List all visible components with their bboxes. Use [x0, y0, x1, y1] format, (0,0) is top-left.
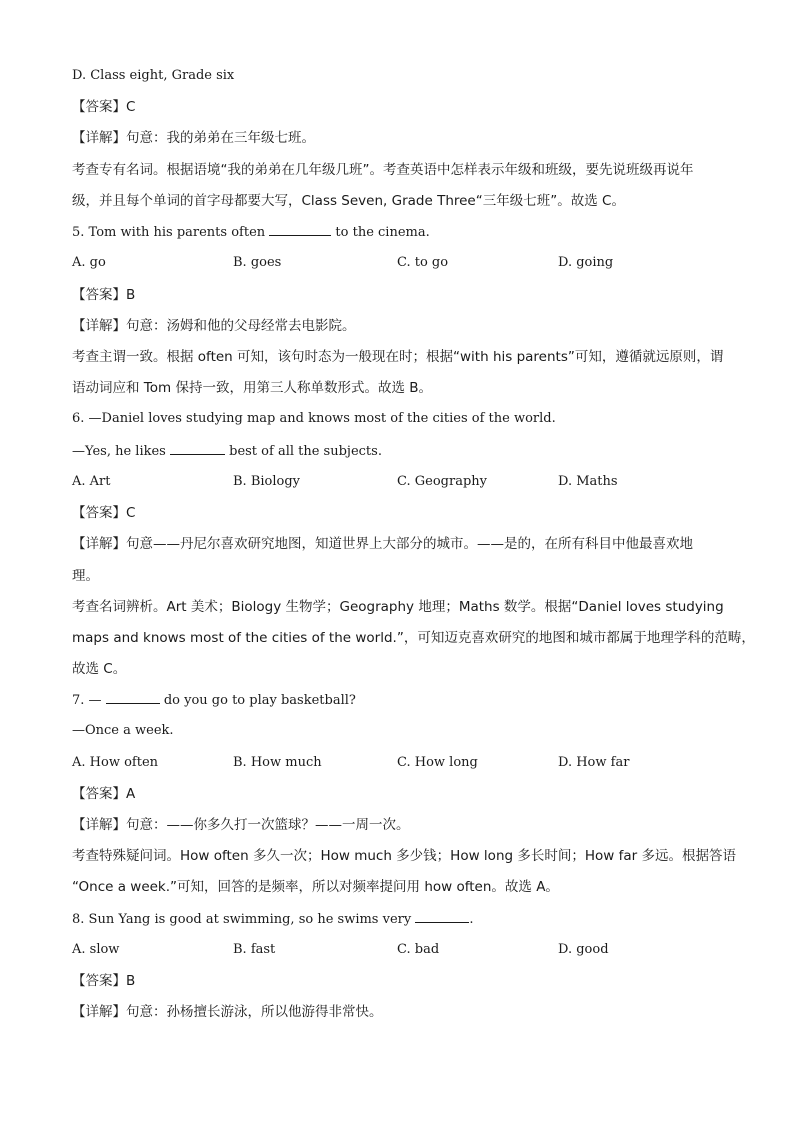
- q7-option-c: C. How long: [397, 755, 478, 770]
- q7-explanation-2: 考查特殊疑问词。How often 多久一次；How much 多少钱；How long 多长时间；How far 多远。根据答语: [72, 848, 736, 864]
- q7-stem-1: [72, 691, 724, 710]
- q8-option-b: B. fast: [233, 942, 276, 957]
- q5-option-d: D. going: [558, 255, 614, 270]
- q8-stem-start: 8. Sun Yang is good at swimming, so he swims very: [72, 912, 412, 927]
- q5-stem-start: 5. Tom with his parents often: [72, 225, 266, 240]
- q6-option-d: D. Maths: [558, 474, 618, 489]
- q8-option-c: C. bad: [397, 942, 440, 957]
- q6-option-b: B. Biology: [233, 474, 301, 489]
- q5-stem: [72, 223, 724, 242]
- q5-answer: 【答案】B: [72, 287, 136, 303]
- q6-answer: 【答案】C: [72, 505, 136, 521]
- q5-option-a: A. go: [72, 255, 106, 270]
- q6-explanation-2: 理。: [72, 568, 99, 584]
- q5-explanation-2: 考查主谓一致。根据 often 可知，该句时态为一般现在时；根据“with his parents”可知，遵循就远原则，谓: [72, 349, 724, 365]
- q5-stem-end: to the cinema.: [335, 225, 430, 240]
- q8-option-d: D. good: [558, 942, 609, 957]
- q6-option-c: C. Geography: [397, 474, 487, 489]
- q7-explanation-1: 【详解】句意：——你多久打一次篮球？——一周一次。: [72, 817, 410, 833]
- q7-stem-2: —Once a week.: [72, 723, 174, 738]
- q7-stem-1-end: do you go to play basketball?: [163, 693, 356, 708]
- q6-explanation-5: 故选 C。: [72, 661, 127, 677]
- q7-blank: [106, 691, 160, 704]
- q4-explanation-2: 考查专有名词。根据语境“我的弟弟在几年级几班”。考查英语中怎样表示年级和班级，要先说班级再说年: [72, 162, 694, 178]
- q6-explanation-1: 【详解】句意——丹尼尔喜欢研究地图，知道世界上大部分的城市。——是的，在所有科目中他最喜欢地: [72, 536, 693, 552]
- q6-stem-2-end: best of all the subjects.: [229, 444, 382, 459]
- q5-option-c: C. to go: [397, 255, 449, 270]
- q8-option-a: A. slow: [72, 942, 120, 957]
- q7-stem-1-start: 7. —: [72, 693, 102, 708]
- q8-blank: [415, 910, 469, 923]
- q4-answer: 【答案】C: [72, 99, 136, 115]
- q7-explanation-3: “Once a week.”可知，回答的是频率，所以对频率提问用 how often。故选 A。: [72, 879, 559, 895]
- q6-option-a: A. Art: [72, 474, 111, 489]
- q8-stem: [72, 910, 724, 929]
- q5-explanation-3: 语动词应和 Tom 保持一致，用第三人称单数形式。故选 B。: [72, 380, 432, 396]
- q6-blank: [170, 442, 225, 455]
- q7-answer: 【答案】A: [72, 786, 136, 802]
- q7-option-d: D. How far: [558, 755, 630, 770]
- q8-stem-end: .: [469, 912, 474, 927]
- q8-explanation-1: 【详解】句意：孙杨擅长游泳，所以他游得非常快。: [72, 1004, 383, 1020]
- q4-explanation-1: 【详解】句意：我的弟弟在三年级七班。: [72, 130, 315, 146]
- q5-blank: [269, 223, 331, 236]
- q7-option-a: A. How often: [72, 755, 159, 770]
- q6-stem-2-start: —Yes, he likes: [72, 444, 166, 459]
- q8-answer: 【答案】B: [72, 973, 136, 989]
- q5-explanation-1: 【详解】句意：汤姆和他的父母经常去电影院。: [72, 318, 356, 334]
- q6-stem-1: 6. —Daniel loves studying map and knows most of the cities of the world.: [72, 411, 556, 426]
- q7-option-b: B. How much: [233, 755, 322, 770]
- q6-stem-2: [72, 442, 724, 461]
- q5-option-b: B. goes: [233, 255, 282, 270]
- q4-option-d: D. Class eight, Grade six: [72, 68, 235, 83]
- q6-explanation-4: maps and knows most of the cities of the world.”，可知迈克喜欢研究的地图和城市都属于地理学科的范畴，: [72, 630, 755, 646]
- q6-explanation-3: 考查名词辨析。Art 美术；Biology 生物学；Geography 地理；Maths 数学。根据“Daniel loves studying: [72, 599, 724, 615]
- q4-explanation-3: 级，并且每个单词的首字母都要大写，Class Seven, Grade Three“三年级七班”。故选 C。: [72, 193, 625, 209]
